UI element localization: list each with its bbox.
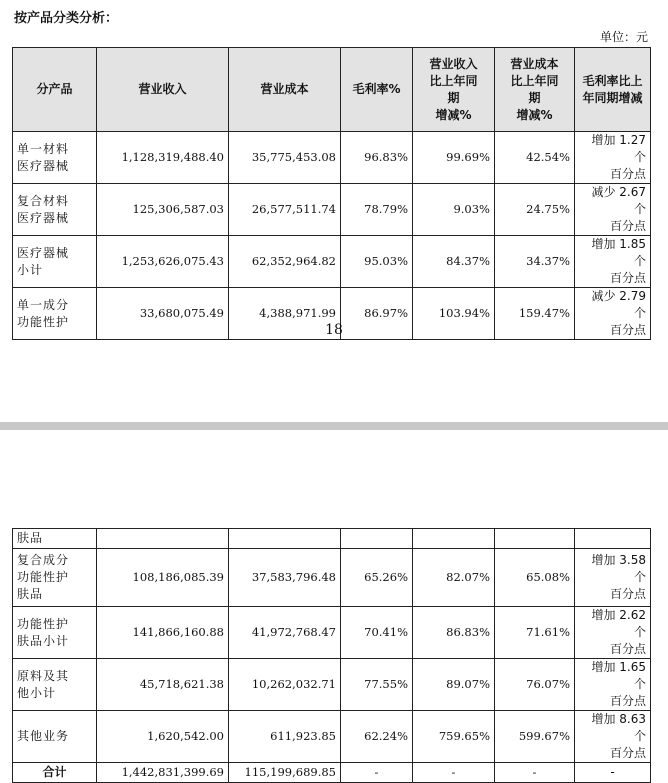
cost-cell: 62,352,964.82 <box>229 236 341 288</box>
revenue-cell: 45,718,621.38 <box>97 659 229 711</box>
margin-cell: 77.55% <box>341 659 413 711</box>
rev-change-cell: 86.83% <box>413 607 495 659</box>
cell-text: 复合成分 <box>17 553 70 567</box>
margin-change-cell <box>575 711 651 763</box>
header-row <box>13 48 651 132</box>
cell-text: 复合材料 <box>17 193 70 208</box>
table-row <box>13 132 651 184</box>
cost-cell: 10,262,032.71 <box>229 659 341 711</box>
cell-text: 小计 <box>17 262 44 277</box>
margin-cell: 96.83% <box>341 132 413 184</box>
rev-change-cell: 84.37% <box>413 236 495 288</box>
rev-change-cell <box>413 529 495 549</box>
cost-change-cell: 24.75% <box>495 184 575 236</box>
cell-text: 功能性护 <box>17 570 70 584</box>
margin-cell <box>341 529 413 549</box>
cell-text: 营业收入 <box>138 82 187 96</box>
product-cell <box>13 132 97 184</box>
table-row <box>13 607 651 659</box>
cell-text: 百分点 <box>609 271 646 285</box>
rev-change-cell: - <box>413 763 495 783</box>
table-row <box>13 659 651 711</box>
rev-change-cell: 89.07% <box>413 659 495 711</box>
cell-text: 年同期增减 <box>582 90 643 105</box>
cell-text: 减少 2.79 个 <box>591 289 646 320</box>
cost-change-cell: 76.07% <box>495 659 575 711</box>
revenue-cell: 1,442,831,399.69 <box>97 763 229 783</box>
table-header <box>13 48 651 132</box>
cell-text: 百分点 <box>609 642 646 656</box>
rev-change-cell: 99.69% <box>413 132 495 184</box>
cost-change-cell <box>495 529 575 549</box>
margin-cell: - <box>341 763 413 783</box>
cell-text: 功能性护 <box>17 616 70 631</box>
cell-text: - <box>610 765 615 779</box>
cell-text: 百分点 <box>609 219 646 233</box>
cost-cell: 611,923.85 <box>229 711 341 763</box>
column-header <box>413 48 495 132</box>
product-cell <box>13 659 97 711</box>
product-cell <box>13 763 97 783</box>
cell-text: 增加 3.58 个 <box>591 553 646 584</box>
margin-change-cell <box>575 549 651 607</box>
cell-text: 期 <box>528 90 541 105</box>
column-header <box>97 48 229 132</box>
cell-text: 百分点 <box>609 587 646 601</box>
cell-text: 期 <box>447 90 460 105</box>
revenue-cell: 1,128,319,488.40 <box>97 132 229 184</box>
cost-cell: 37,583,796.48 <box>229 549 341 607</box>
cell-text: 增加 1.85 个 <box>591 237 646 268</box>
cost-cell: 41,972,768.47 <box>229 607 341 659</box>
cell-text: 营业成本 <box>510 56 559 71</box>
cost-change-cell: 42.54% <box>495 132 575 184</box>
cost-cell: 35,775,453.08 <box>229 132 341 184</box>
margin-change-cell <box>575 763 651 783</box>
margin-cell: 62.24% <box>341 711 413 763</box>
table-body <box>13 132 651 340</box>
margin-change-cell <box>575 607 651 659</box>
cell-text: 原料及其 <box>17 668 70 683</box>
column-header <box>341 48 413 132</box>
margin-cell: 78.79% <box>341 184 413 236</box>
column-header <box>13 48 97 132</box>
cell-text: 毛利率比上 <box>582 73 643 88</box>
cell-text: 医疗器械 <box>17 158 70 173</box>
rev-change-cell: 82.07% <box>413 549 495 607</box>
product-cell <box>13 184 97 236</box>
margin-cell: 70.41% <box>341 607 413 659</box>
cell-text: 增加 2.62 个 <box>591 608 646 639</box>
cell-text: 毛利率% <box>352 82 401 96</box>
cost-cell <box>229 529 341 549</box>
cell-text: 肤品 <box>17 587 44 601</box>
revenue-cell <box>97 529 229 549</box>
cost-cell: 4,388,971.99 <box>229 288 341 340</box>
margin-cell: 86.97% <box>341 288 413 340</box>
unit-label: 单位：元 <box>599 30 648 44</box>
table-title: 按产品分类分析： <box>14 11 119 26</box>
margin-cell: 95.03% <box>341 236 413 288</box>
cell-text: 单一材料 <box>17 141 70 156</box>
revenue-cell: 1,253,626,075.43 <box>97 236 229 288</box>
cell-text: 增加 1.27 个 <box>591 133 646 164</box>
margin-cell: 65.26% <box>341 549 413 607</box>
column-header <box>575 48 651 132</box>
table-row <box>13 236 651 288</box>
cell-text: 百分点 <box>609 167 646 181</box>
cell-text: 营业成本 <box>260 82 309 96</box>
cost-change-cell: - <box>495 763 575 783</box>
cell-text: 减少 2.67 个 <box>591 185 646 216</box>
table-row <box>13 549 651 607</box>
cell-text: 增加 1.65 个 <box>591 660 646 691</box>
margin-change-cell <box>575 184 651 236</box>
cell-text: 单一成分 <box>17 297 70 312</box>
cell-text: 肤品 <box>17 531 44 545</box>
page-separator <box>0 422 668 430</box>
cell-text: 医疗器械 <box>17 210 70 225</box>
cell-text: 合计 <box>42 765 67 779</box>
margin-change-cell <box>575 529 651 549</box>
cell-text: 其他业务 <box>17 729 70 743</box>
table-row <box>13 184 651 236</box>
revenue-cell: 141,866,160.88 <box>97 607 229 659</box>
revenue-cell: 33,680,075.49 <box>97 288 229 340</box>
cell-text: 医疗器械 <box>17 245 70 260</box>
product-cell <box>13 607 97 659</box>
rev-change-cell: 103.94% <box>413 288 495 340</box>
revenue-cell: 125,306,587.03 <box>97 184 229 236</box>
cell-text: 比上年同 <box>510 73 559 88</box>
product-cell <box>13 236 97 288</box>
table-body <box>13 529 651 783</box>
revenue-cell: 108,186,085.39 <box>97 549 229 607</box>
cost-cell: 115,199,689.85 <box>229 763 341 783</box>
rev-change-cell: 9.03% <box>413 184 495 236</box>
product-cell <box>13 529 97 549</box>
column-header <box>495 48 575 132</box>
cell-text: 他小计 <box>17 685 57 700</box>
page-number: 18 <box>325 322 343 338</box>
cost-change-cell: 34.37% <box>495 236 575 288</box>
margin-change-cell <box>575 132 651 184</box>
cell-text: 营业收入 <box>429 56 478 71</box>
cost-cell: 26,577,511.74 <box>229 184 341 236</box>
cell-text: 增加 8.63 个 <box>591 712 646 743</box>
cost-change-cell: 599.67% <box>495 711 575 763</box>
cell-text: 比上年同 <box>429 73 478 88</box>
column-header <box>229 48 341 132</box>
cell-text: 百分点 <box>609 323 646 337</box>
cell-text: 百分点 <box>609 746 646 760</box>
cell-text: 分产品 <box>36 82 73 96</box>
product-table-page1 <box>12 47 651 340</box>
table-row <box>13 763 651 783</box>
product-cell <box>13 711 97 763</box>
cell-text: 肤品小计 <box>17 633 70 648</box>
revenue-cell: 1,620,542.00 <box>97 711 229 763</box>
product-table-page2 <box>12 528 651 783</box>
margin-change-cell <box>575 659 651 711</box>
rev-change-cell: 759.65% <box>413 711 495 763</box>
cell-text: 增减% <box>435 107 472 122</box>
cell-text: 百分点 <box>609 694 646 708</box>
cost-change-cell: 71.61% <box>495 607 575 659</box>
product-cell <box>13 549 97 607</box>
margin-change-cell <box>575 236 651 288</box>
cost-change-cell: 65.08% <box>495 549 575 607</box>
cost-change-cell: 159.47% <box>495 288 575 340</box>
cell-text: 功能性护 <box>17 314 70 329</box>
cell-text: 增减% <box>516 107 553 122</box>
table-row <box>13 711 651 763</box>
table-row <box>13 529 651 549</box>
